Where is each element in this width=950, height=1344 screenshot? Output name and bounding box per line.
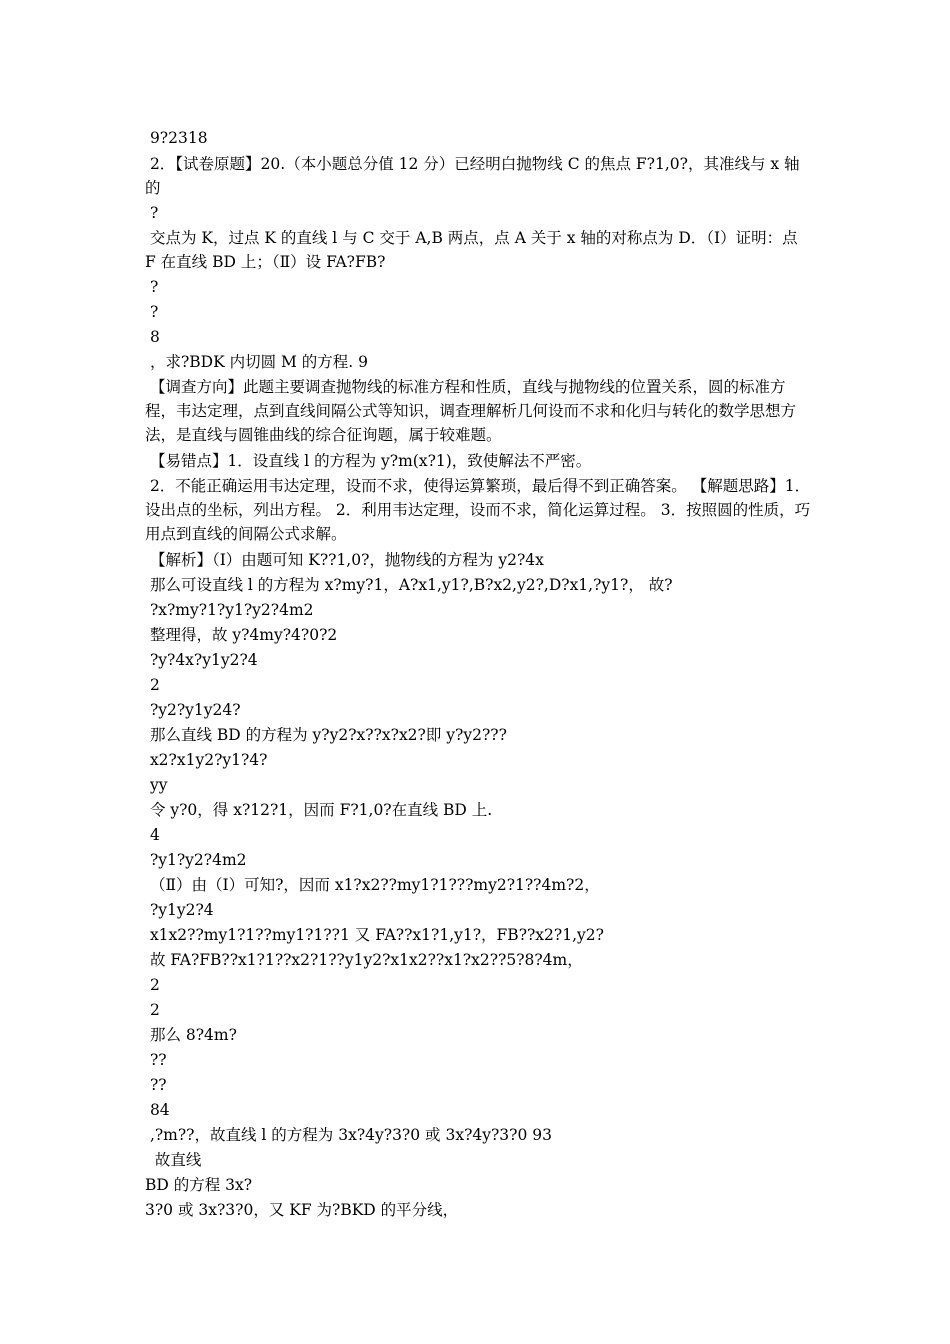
text-line: 2．不能正确运用韦达定理，设而不求，使得运算繁琐，最后得不到正确答案。 【解题思路】1．设出点的坐标，列出方程。 2．利用韦达定理，设而不求，简化运算过程。 3．按照圆的性质，巧用点到直线的间隔公式求解。 [145,477,811,543]
text-line: ?y1?y2?4m2 [145,851,247,869]
text-line: ?? [145,1051,167,1069]
text-line: 整理得，故 y?4my?4?0?2 [145,626,338,644]
text-line: ? [145,303,159,321]
text-line: ?y1y2?4 [145,901,214,919]
text-line: ? [145,278,159,296]
text-line: x1x2??my1?1??my1?1??1 又 FA??x1?1,y1?，FB??x2?1,y2? [145,926,604,944]
text-line: 令 y?0，得 x?12?1，因而 F?1,0?在直线 BD 上. [145,801,493,819]
text-line: 那么 8?4m? [145,1026,237,1044]
text-line: 9?2318 [145,129,208,147]
text-line: 交点为 K，过点 K 的直线 l 与 C 交于 A,B 两点，点 A 关于 x 轴的对称点为 D．（Ⅰ）证明：点 F 在直线 BD 上；（Ⅱ）设 FA?FB? [145,229,803,271]
text-line: 故直线 [145,1151,202,1169]
text-line: 故 FA?FB??x1?1??x2?1??y1y2?x1x2??x1?x2??5?8?4m， [145,951,583,969]
text-line: （Ⅱ）由（Ⅰ）可知?，因而 x1?x2??my1?1???my2?1??4m?2， [145,876,600,894]
text-line: 8 [145,328,160,346]
text-line: 84 [145,1101,170,1119]
text-line: 2 [145,1001,160,1019]
text-line: ,?m??，故直线 l 的方程为 3x?4y?3?0 或 3x?4y?3?0 93 [145,1126,552,1144]
text-line: 2 [145,676,160,694]
text-line: 【易错点】1．设直线 l 的方程为 y?m(x?1)，致使解法不严密。 [145,452,592,470]
text-line: ?? [145,1076,167,1094]
text-line: ?y?4x?y1y2?4 [145,651,258,669]
text-line: BD 的方程 3x? [145,1176,253,1194]
text-line: yy [145,776,168,794]
text-line: 那么可设直线 l 的方程为 x?my?1，A?x1,y1?,B?x2,y2?,D?x1,?y1?， 故? [145,576,673,594]
text-line: 【解析】（Ⅰ）由题可知 K??1,0?，抛物线的方程为 y2?4x [145,551,544,569]
text-line: 2．【试卷原题】20.（本小题总分值 12 分）已经明白抛物线 C 的焦点 F?1,0?，其准线与 x 轴的 [145,155,800,197]
text-line: x2?x1y2?y1?4? [145,751,268,769]
text-line: 那么直线 BD 的方程为 y?y2?x??x?x2?即 y?y2??? [145,726,507,744]
text-line: 4 [145,826,160,844]
text-line: 2 [145,976,160,994]
text-line: ?x?my?1?y1?y2?4m2 [145,601,314,619]
text-line: ，求?BDK 内切圆 M 的方程. 9 [145,353,369,371]
text-line: 3?0 或 3x?3?0，又 KF 为?BKD 的平分线， [145,1201,459,1219]
text-line: ?y2?y1y24? [145,701,241,719]
text-line: ? [145,204,159,222]
text-line: 【调查方向】此题主要调查抛物线的标准方程和性质，直线与抛物线的位置关系，圆的标准方程，韦达定理，点到直线间隔公式等知识，调查理解析几何设而不求和化归与转化的数学思想方法，是直线与圆锥曲线的综合征询题，属于较难题。 [145,378,797,444]
